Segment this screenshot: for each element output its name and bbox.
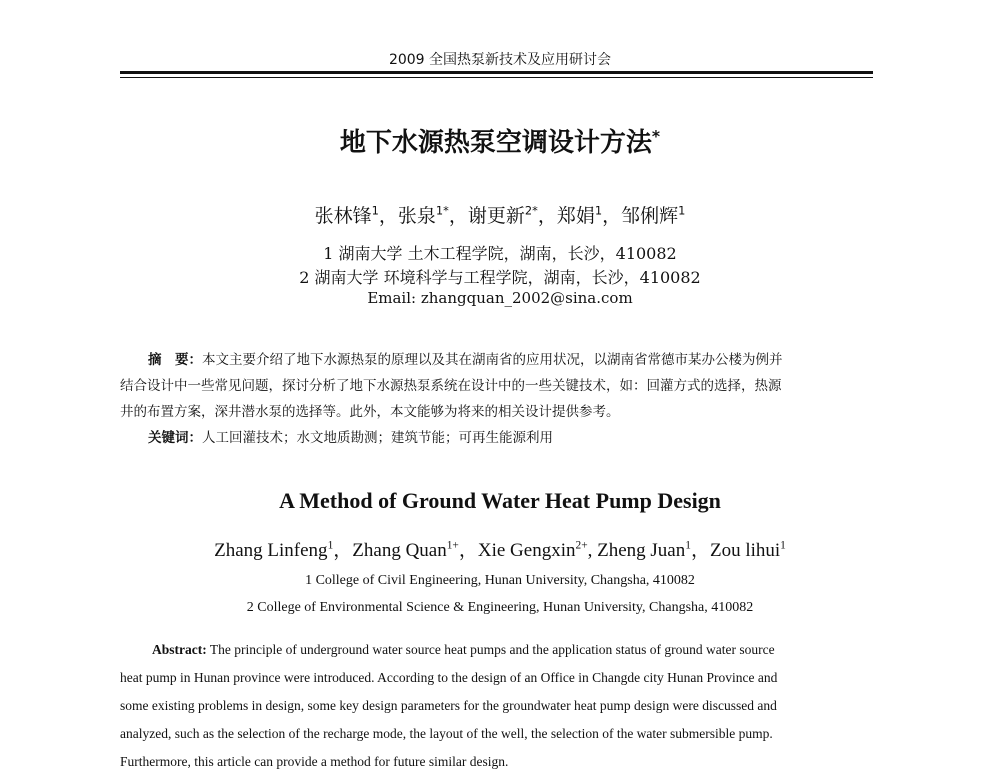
keywords-cn-text: 人工回灌技术；水文地质勘测；建筑节能；可再生能源利用 — [202, 430, 553, 446]
author-separator: ， — [458, 540, 478, 561]
author-en-sup: 1+ — [446, 539, 459, 552]
author-cn-sup: 1 — [678, 203, 686, 218]
author-cn-sup: 1 — [594, 203, 603, 218]
abstract-en-line: some existing problems in design, some key design parameters for the groundwater heat pump design were discussed and — [120, 698, 777, 713]
author-separator: , — [587, 540, 598, 561]
author-en-sup: 2+ — [575, 539, 588, 552]
abstract-en-line: heat pump in Hunan province were introduced. According to the design of an Office in Changde city Hunan Province and — [120, 670, 778, 685]
abstract-cn-text: 本文主要介绍了地下水源热泵的原理以及其在湖南省的应用状况，以湖南省常德市某办公楼为例并 — [202, 352, 783, 368]
paper-title-cn — [0, 122, 1000, 159]
author-cn-sup: 1* — [435, 203, 449, 218]
abstract-en — [120, 636, 873, 776]
abstract-cn-line: 井的布置方案，深井潜水泵的选择等。此外，本文能够为将来的相关设计提供参考。 — [120, 404, 620, 420]
author-separator: ， — [690, 540, 710, 561]
author-cn: 谢更新 — [467, 205, 525, 227]
author-separator: ， — [378, 205, 398, 227]
author-email: Email: zhangquan_2002@sina.com — [367, 289, 633, 307]
affiliation-cn-1: 1 湖南大学 土木工程学院，湖南，长沙，410082 — [323, 244, 677, 263]
author-cn: 张泉 — [397, 205, 436, 227]
abstract-en-text: The principle of underground water source heat pumps and the application status of ground water source — [209, 642, 775, 657]
abstract-en-line: Furthermore, this article can provide a method for future similar design. — [120, 754, 509, 769]
abstract-cn-line — [120, 347, 873, 373]
author-en-sup: 1 — [327, 539, 334, 552]
author-separator: ， — [448, 205, 468, 227]
header-rule-thick — [120, 71, 873, 74]
author-en: Zhang Quan — [352, 540, 447, 561]
abstract-en-label: Abstract: — [152, 642, 207, 657]
affiliation-cn-2: 2 湖南大学 环境科学与工程学院，湖南，长沙，410082 — [299, 268, 701, 287]
title-footnote-mark: * — [651, 127, 661, 146]
authors-cn — [0, 201, 1000, 228]
author-en-sup: 1 — [780, 539, 786, 552]
author-separator: ， — [602, 205, 622, 227]
author-cn: 郑娟 — [556, 205, 595, 227]
affiliation-en-1: 1 College of Civil Engineering, Hunan University, Changsha, 410082 — [305, 573, 695, 588]
keywords-cn-label: 关键词： — [148, 430, 202, 446]
author-cn-sup: 1 — [371, 203, 379, 218]
author-en: Zou lihui — [709, 540, 781, 561]
abstract-cn — [120, 347, 873, 451]
abstract-en-line — [120, 636, 873, 664]
authors-en — [0, 535, 1000, 562]
abstract-en-line: analyzed, such as the selection of the recharge mode, the layout of the well, the selection of the water submersible pump. — [120, 726, 773, 741]
author-cn-sup: 2* — [524, 203, 538, 218]
author-en: Zheng Juan — [597, 540, 686, 561]
author-separator: ， — [333, 540, 353, 561]
paper-title-en: A Method of Ground Water Heat Pump Design — [279, 488, 721, 513]
abstract-cn-line: 结合设计中一些常见问题，探讨分析了地下水源热泵系统在设计中的一些关键技术，如：回灌方式的选择，热源 — [120, 378, 782, 394]
author-cn: 张林锋 — [314, 205, 372, 227]
author-separator: ， — [537, 205, 557, 227]
author-en-sup: 1 — [685, 539, 691, 552]
author-en: Zhang Linfeng — [214, 540, 328, 561]
keywords-cn-line — [120, 425, 873, 451]
author-cn: 邹俐辉 — [621, 205, 679, 227]
conference-header: 2009 全国热泵新技术及应用研讨会 — [388, 52, 612, 68]
header-rule-thin — [120, 77, 873, 78]
abstract-cn-label: 摘 要： — [148, 352, 202, 368]
author-en: Xie Gengxin — [477, 540, 576, 561]
affiliation-en-2: 2 College of Environmental Science & Engineering, Hunan University, Changsha, 410082 — [246, 600, 754, 615]
title-cn-text: 地下水源热泵空调设计方法 — [339, 128, 652, 158]
